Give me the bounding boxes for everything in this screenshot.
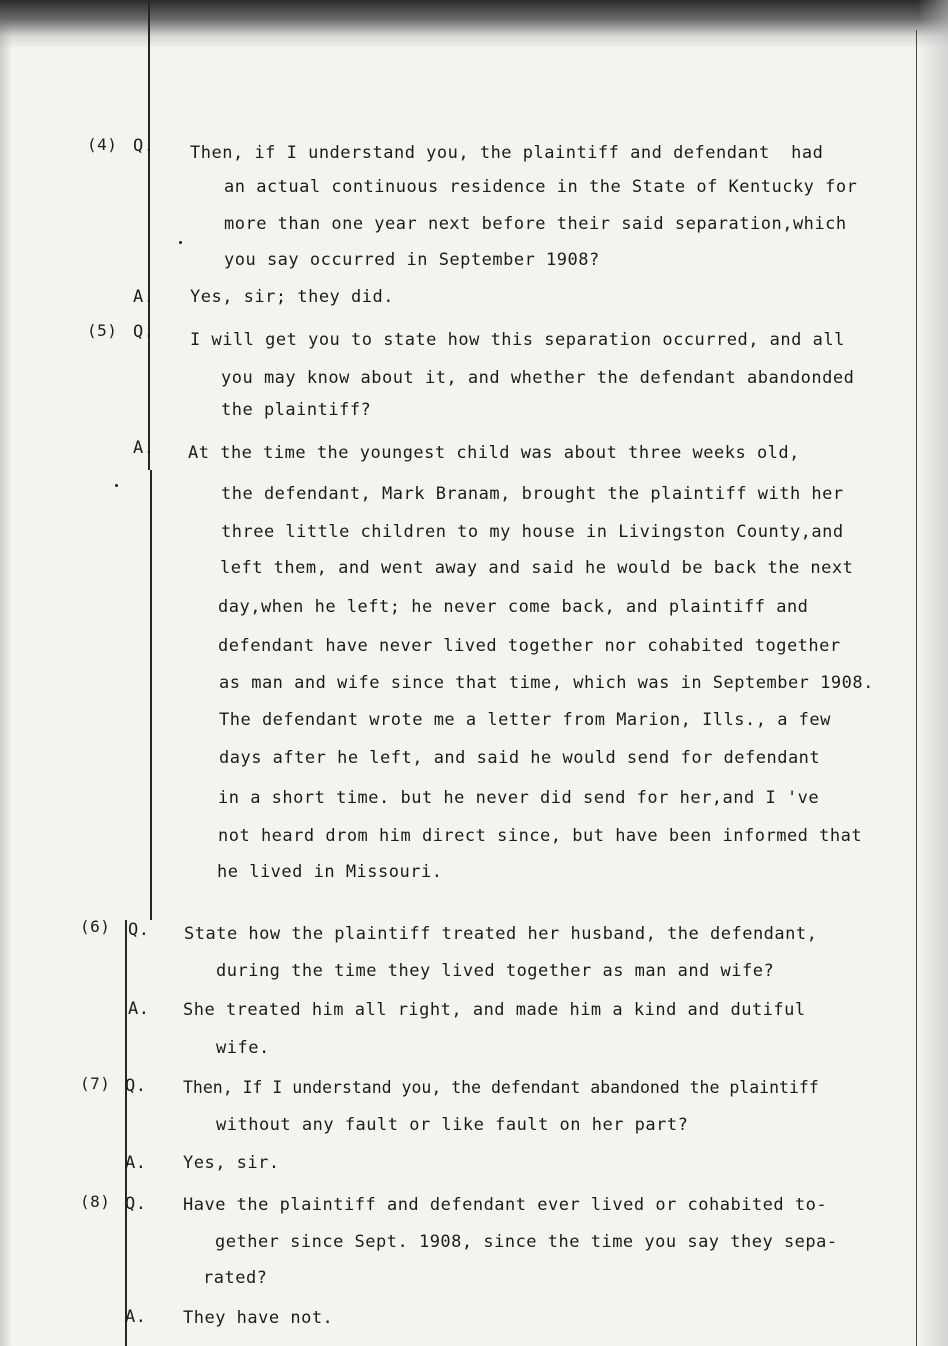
question-line: without any fault or like fault on her part? (216, 1115, 689, 1135)
question-line: Then, if I understand you, the plaintiff and defendant had (190, 143, 824, 163)
right-margin-rule (916, 30, 917, 1346)
margin-rule-lower (150, 470, 152, 920)
question-marker: Q. (125, 1076, 147, 1096)
entry-number: (4) (87, 135, 118, 154)
answer-line: not heard drom him direct since, but have been informed that (218, 826, 863, 846)
entry-number: (6) (80, 917, 111, 936)
answer-line: three little children to my house in Livingston County,and (221, 522, 844, 542)
question-marker: Q. (125, 1194, 147, 1214)
answer-line: At the time the youngest child was about three weeks old, (188, 443, 800, 463)
question-line: State how the plaintiff treated her husband, the defendant, (184, 924, 818, 944)
question-marker: Q. (133, 322, 155, 342)
answer-line: defendant have never lived together nor cohabited together (218, 636, 841, 656)
scan-top-shadow (0, 0, 948, 48)
answer-line: left them, and went away and said he would be back the next (220, 558, 854, 578)
answer-line: Yes, sir. (183, 1153, 280, 1173)
answer-line: in a short time. but he never did send for her,and I 've (218, 788, 820, 808)
question-marker: Q. (133, 136, 155, 156)
question-line: an actual continuous residence in the State of Kentucky for (224, 177, 858, 197)
question-line: rated? (203, 1268, 268, 1288)
answer-line: The defendant wrote me a letter from Marion, Ills., a few (219, 710, 831, 730)
question-marker: Q. (128, 920, 150, 940)
question-line: the plaintiff? (221, 400, 372, 420)
answer-line: They have not. (183, 1308, 334, 1328)
answer-line: wife. (216, 1038, 270, 1058)
scan-right-edge (918, 0, 948, 1346)
question-line: gether since Sept. 1908, since the time you say they sepa- (215, 1232, 838, 1252)
scan-left-edge (0, 0, 12, 1346)
entry-number: (8) (80, 1192, 111, 1211)
question-line: Have the plaintiff and defendant ever lived or cohabited to- (183, 1195, 828, 1215)
answer-marker: A. (125, 1153, 147, 1173)
answer-marker: A. (128, 999, 150, 1019)
stray-mark (115, 484, 118, 487)
margin-rule-upper (148, 0, 150, 470)
question-line: Then, If I understand you, the defendant abandoned the plaintiff (183, 1078, 819, 1097)
answer-line: the defendant, Mark Branam, brought the plaintiff with her (221, 484, 844, 504)
answer-line: days after he left, and said he would send for defendant (219, 748, 821, 768)
question-line: you may know about it, and whether the defendant abandonded (221, 368, 855, 388)
answer-marker: A. (133, 438, 155, 458)
answer-line: She treated him all right, and made him a kind and dutiful (183, 1000, 806, 1020)
question-line: you say occurred in September 1908? (224, 250, 600, 270)
answer-line: day,when he left; he never come back, and plaintiff and (218, 597, 809, 617)
question-line: during the time they lived together as man and wife? (216, 961, 775, 981)
margin-rule-bottom (125, 920, 127, 1346)
answer-line: Yes, sir; they did. (190, 287, 394, 307)
entry-number: (7) (80, 1074, 111, 1093)
question-line: I will get you to state how this separation occurred, and all (190, 330, 845, 350)
question-line: more than one year next before their said separation,which (224, 214, 847, 234)
answer-marker: A. (133, 287, 155, 307)
entry-number: (5) (87, 321, 118, 340)
answer-line: he lived in Missouri. (217, 862, 443, 882)
answer-line: as man and wife since that time, which was in September 1908. (219, 673, 874, 693)
stray-mark (179, 241, 182, 244)
answer-marker: A. (125, 1307, 147, 1327)
